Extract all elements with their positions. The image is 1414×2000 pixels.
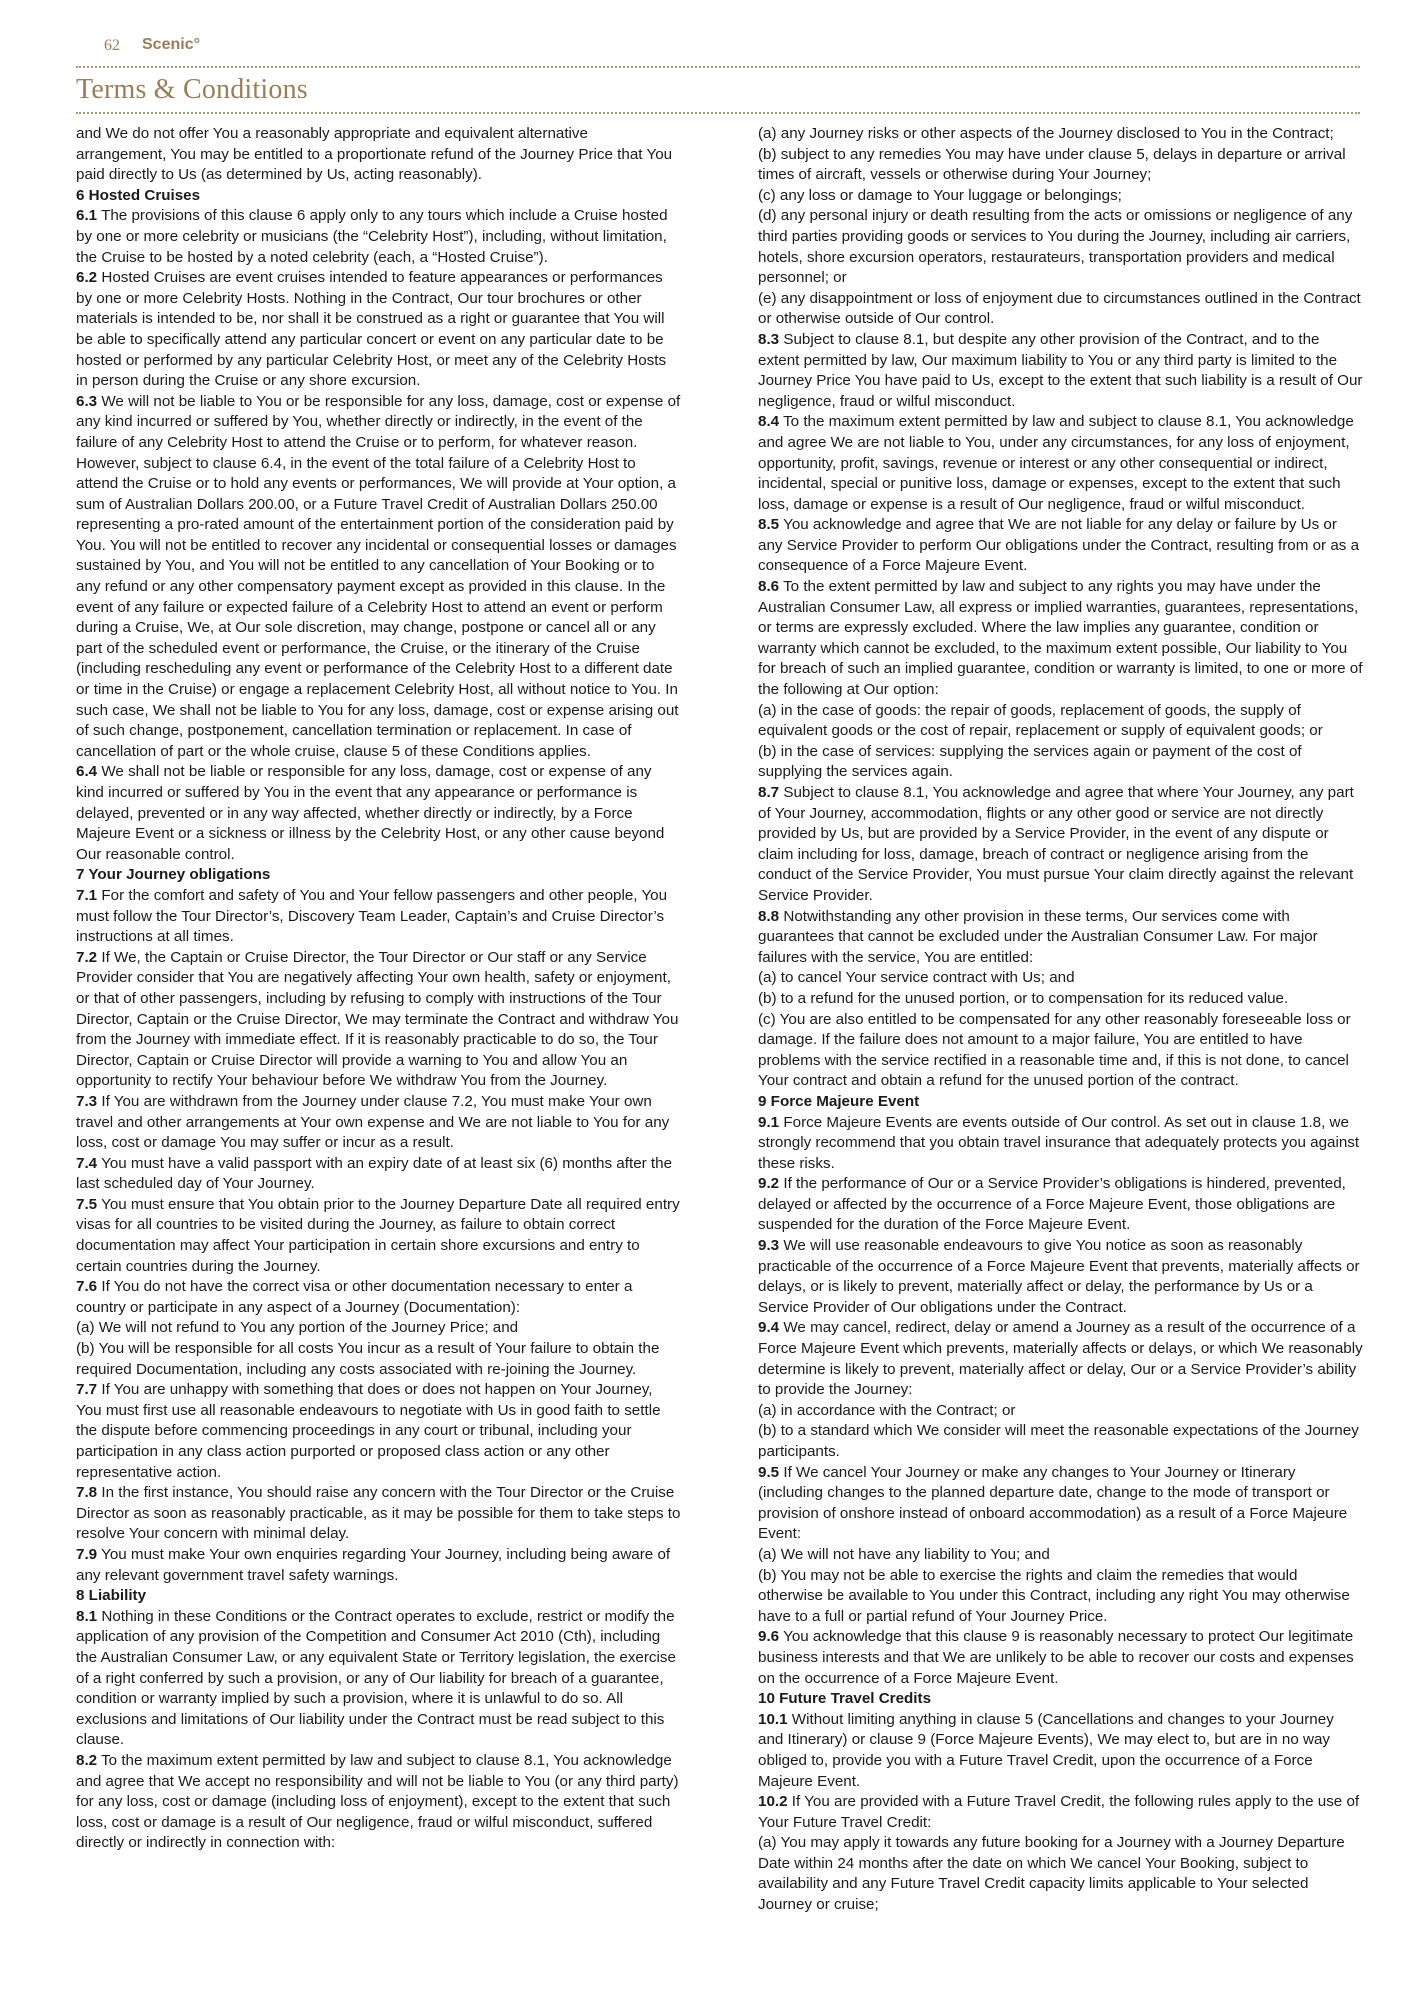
clause-paragraph xyxy=(758,1236,1363,1318)
clause-text: If You are provided with a Future Travel Credit, the following rules apply to the use of Your Future Travel Credit: xyxy=(758,1793,1360,1831)
clause-number: 8.8 xyxy=(758,907,780,925)
clause-text: Notwithstanding any other provision in these terms, Our services come with guarantees that cannot be excluded under the Australian Consumer Law. For major failures with the service, You are entitled: xyxy=(758,907,1318,966)
clause-text: For the comfort and safety of You and Your fellow passengers and other people, You must follow the Tour Director’s, Discovery Team Leader, Captain’s and Cruise Director’s instructions at all times. xyxy=(76,886,668,946)
section-heading: 7 Your Journey obligations xyxy=(76,866,271,884)
clause-number: 8.1 xyxy=(76,1607,98,1625)
clause-text: We shall not be liable or responsible for any loss, damage, cost or expense of any kind incurred or suffered by You in the event that any appearance or performance is delayed, prevented or in any way affected, whether directly or indirectly, by a Force Majeure Event or a sickness or illness by the Celebrity Host, or any other cause beyond Our reasonable control. xyxy=(76,763,665,863)
clause-number: 7.7 xyxy=(76,1381,98,1399)
clause-paragraph xyxy=(758,289,1363,330)
left-column xyxy=(76,124,681,1854)
clause-text: If We, the Captain or Cruise Director, the Tour Director or Our staff or any Service Provider consider that You are negatively affecting Your own health, safety or enjoyment, or that of other passengers, including by refusing to comply with instructions of the Tour Director, Captain or the Cruise Director, We may terminate the Contract and withdraw You from the Journey with immediate effect. If it is reasonably practicable to do so, the Tour Director, Captain or Cruise Director will provide a warning to You and allow You an opportunity to rectify Your behaviour before We withdraw You from the Journey. xyxy=(76,948,679,1090)
dotted-divider-title xyxy=(76,112,1360,114)
page-header xyxy=(76,34,1360,56)
clause-text: We will not be liable to You or be responsible for any loss, damage, cost or expense of any kind incurred or suffered by You, whether directly or indirectly, in the event of the failure of any Celebrity Host to attend the Cruise or to perform, for whatever reason. However, subject to clause 6.4, in the event of the total failure of a Celebrity Host to attend the Cruise or to hold any events or performances, We will provide at Your option, a sum of Australian Dollars 200.00, or a Future Travel Credit of Australian Dollars 250.00 representing a pro-rated amount of the entertainment portion of the consideration paid by You. You will not be entitled to recover any incidental or consequential losses or damages sustained by You, and You will not be entitled to any cancellation of Your Booking or to any refund or any other compensatory payment except as provided in this clause. In the event of any failure or expected failure of a Celebrity Host to attend an event or perform during a Cruise, We, at Our sole discretion, may change, postpone or cancel all or any part of the scheduled event or performance, the Cruise, or the itinerary of the Cruise (including rescheduling any event or performance of the Celebrity Host to a different date or time in the Cruise) or engage a replacement Celebrity Host, all without notice to You. In such case, We shall not be liable to You for any loss, damage, cost or expense arising out of such change, postponement, cancellation termination or replacement. In case of cancellation of part or the whole cruise, clause 5 of these Conditions applies. xyxy=(76,392,681,760)
clause-number: 7.5 xyxy=(76,1195,98,1213)
clause-number: 9.2 xyxy=(758,1175,780,1193)
clause-text: (b) to a standard which We consider will meet the reasonable expectations of the Journey participants. xyxy=(758,1422,1359,1460)
clause-number: 8.4 xyxy=(758,413,780,431)
clause-paragraph xyxy=(76,1751,681,1854)
brand-logo: Scenic° xyxy=(142,36,200,53)
clause-paragraph xyxy=(76,206,681,268)
clause-text: (a) any Journey risks or other aspects of the Journey disclosed to You in the Contract; xyxy=(758,125,1334,142)
clause-paragraph xyxy=(758,907,1363,969)
clause-text: (b) You may not be able to exercise the rights and claim the remedies that would otherwise be available to You under this Contract, including any right You may otherwise have to a full or partial refund of Your Journey Price. xyxy=(758,1566,1350,1625)
clause-text: Subject to clause 8.1, but despite any other provision of the Contract, and to the extent permitted by law, Our maximum liability to You or any third party is limited to the Journey Price You have paid to Us, except to the extent that such liability is a result of Our negligence, fraud or wilful misconduct. xyxy=(758,330,1363,410)
clause-number: 7.2 xyxy=(76,948,98,966)
clause-paragraph xyxy=(758,206,1363,288)
clause-number: 10.2 xyxy=(758,1793,788,1811)
clause-number: 8.6 xyxy=(758,578,780,596)
clause-number: 6.4 xyxy=(76,763,98,781)
clause-number: 9.3 xyxy=(758,1237,780,1255)
clause-paragraph xyxy=(758,1566,1363,1628)
section-heading: 9 Force Majeure Event xyxy=(758,1092,920,1110)
clause-text: (d) any personal injury or death resulting from the acts or omissions or negligence of any third parties providing goods or services to You during the Journey, including air carriers, hotels, shore excursion operators, restaurateurs, transportation providers and medical personnel; or xyxy=(758,207,1353,287)
section-heading: 10 Future Travel Credits xyxy=(758,1690,932,1708)
clause-text: If You are withdrawn from the Journey under clause 7.2, You must make Your own travel and other arrangements at Your own expense and We are not liable to You for any loss, cost or damage You may suffer or incur as a result. xyxy=(76,1092,670,1152)
clause-paragraph xyxy=(758,1792,1363,1833)
clause-paragraph xyxy=(76,1154,681,1195)
clause-paragraph xyxy=(758,1318,1363,1400)
clause-paragraph xyxy=(76,1483,681,1545)
clause-paragraph xyxy=(76,1092,681,1154)
section-heading: 8 Liability xyxy=(76,1587,147,1605)
clause-text: Force Majeure Events are events outside of Our control. As set out in clause 1.8, we strongly recommend that you obtain travel insurance that adequately protects you against these risks. xyxy=(758,1113,1360,1172)
clause-paragraph xyxy=(76,1380,681,1483)
clause-text: (b) subject to any remedies You may have under clause 5, delays in departure or arrival times of aircraft, vessels or otherwise during Your Journey; xyxy=(758,145,1346,184)
clause-number: 7.4 xyxy=(76,1154,98,1172)
clause-paragraph xyxy=(758,515,1363,577)
clause-text: We may cancel, redirect, delay or amend a Journey as a result of the occurrence of a Force Majeure Event which prevents, materially affects or delays, or which We reasonably determine is likely to prevent, materially affect or delay, Our or a Service Provider’s ability to provide the Journey: xyxy=(758,1319,1363,1399)
clause-paragraph xyxy=(758,1545,1363,1566)
clause-paragraph xyxy=(758,1010,1363,1092)
clause-text: (a) in accordance with the Contract; or xyxy=(758,1401,1016,1419)
clause-paragraph xyxy=(758,1113,1363,1175)
clause-text: We will use reasonable endeavours to give You notice as soon as reasonably practicable of the occurrence of a Force Majeure Event that prevents, materially affects or delays, or is likely to prevent, materially affect or delay, the performance by Us or a Service Provider of Our obligations under the Contract. xyxy=(758,1237,1360,1316)
page-number: 62 xyxy=(104,37,120,54)
clause-paragraph xyxy=(76,886,681,948)
clause-text: The provisions of this clause 6 apply only to any tours which include a Cruise hosted by one or more celebrity or musicians (the “Celebrity Host”), including, without limitation, the Cruise to be hosted by a noted celebrity (each, a “Hosted Cruise”). xyxy=(76,207,668,266)
clause-text: You acknowledge that this clause 9 is reasonably necessary to protect Our legitimate business interests and that We are unlikely to be able to recover our costs and expenses on the occurrence of a Force Majeure Event. xyxy=(758,1628,1354,1687)
clause-text: (b) to a refund for the unused portion, or to compensation for its reduced value. xyxy=(758,989,1289,1007)
clause-number: 9.4 xyxy=(758,1319,780,1337)
clause-text: Hosted Cruises are event cruises intended to feature appearances or performances by one or more Celebrity Hosts. Nothing in the Contract, Our tour brochures or other materials is intended to be, nor shall it be construed as a right or guarantee that You will be able to specifically attend any particular concert or event on any particular date to be hosted or performed by any particular Celebrity Host, or meet any of the Celebrity Hosts in person during the Cruise or any shore excursion. xyxy=(76,269,667,390)
clause-text: To the maximum extent permitted by law and subject to clause 8.1, You acknowledge and agree that We accept no responsibility and will not be liable to You (or any third party) for any loss, cost or damage (including loss of enjoyment), except to the extent that such loss, cost or damage is a result of Our negligence, fraud or wilful misconduct, suffered directly or indirectly in connection with: xyxy=(76,1751,679,1852)
clause-number: 7.6 xyxy=(76,1278,98,1296)
clause-text: (a) You may apply it towards any future booking for a Journey with a Journey Departure Date within 24 months after the date on which We cancel Your Booking, subject to availability and any Future Travel Credit capacity limits applicable to Your selected Journey or cruise; xyxy=(758,1834,1345,1914)
clause-paragraph xyxy=(758,1463,1363,1545)
clause-paragraph xyxy=(76,268,681,392)
clause-text: Subject to clause 8.1, You acknowledge and agree that where Your Journey, any part of Your Journey, accommodation, flights or any other good or service are not directly provided by Us, but are provided by a Service Provider, in the event of any dispute or claim including for loss, damage, breach of contract or negligence arising from the conduct of the Service Provider, You must pursue Your claim directly against the relevant Service Provider. xyxy=(758,784,1354,904)
clause-number: 6.3 xyxy=(76,392,98,410)
clause-text: If You are unhappy with something that does or does not happen on Your Journey, You must first use all reasonable endeavours to negotiate with Us in good faith to settle the dispute before commencing proceedings in any court or tribunal, including your participation in any class action purported or proposed class action or any other representative action. xyxy=(76,1381,661,1481)
clause-text: and We do not offer You a reasonably appropriate and equivalent alternative arrangement, You may be entitled to a proportionate refund of the Journey Price that You paid directly to Us (as determined by Us, acting reasonably). xyxy=(76,125,673,184)
clause-number: 8.5 xyxy=(758,516,780,534)
clause-paragraph xyxy=(758,1174,1363,1236)
section-heading: 6 Hosted Cruises xyxy=(76,186,201,204)
clause-text: (c) You are also entitled to be compensated for any other reasonably foreseeable loss or damage. If the failure does not amount to a major failure, You are entitled to have problems with the service rectified in a reasonable time and, if this is not done, to cancel Your contract and obtain a refund for the unused portion of the contract. xyxy=(758,1010,1351,1090)
clause-paragraph xyxy=(758,989,1363,1010)
clause-paragraph xyxy=(76,1318,681,1339)
clause-paragraph xyxy=(758,783,1363,907)
clause-text: (b) in the case of services: supplying the services again or payment of the cost of supplying the services again. xyxy=(758,742,1302,781)
clause-paragraph xyxy=(758,186,1363,207)
page-title: Terms & Conditions xyxy=(76,74,308,105)
clause-paragraph xyxy=(76,1607,681,1751)
clause-paragraph xyxy=(758,1833,1363,1915)
clause-text: In the first instance, You should raise any concern with the Tour Director or the Cruise Director as soon as reasonably practicable, as it may be possible for them to take steps to resolve Your concern with minimal delay. xyxy=(76,1484,681,1543)
clause-paragraph xyxy=(76,392,681,763)
clause-paragraph xyxy=(758,1421,1363,1462)
clause-paragraph xyxy=(76,948,681,1092)
clause-text: You must make Your own enquiries regarding Your Journey, including being aware of any relevant government travel safety warnings. xyxy=(76,1545,671,1584)
clause-text: You must ensure that You obtain prior to the Journey Departure Date all required entry visas for all countries to be visited during the Journey, as failure to obtain correct documentation may affect Your participation in certain shore excursions and entry to certain countries during the Journey. xyxy=(76,1195,680,1275)
clause-text: (c) any loss or damage to Your luggage or belongings; xyxy=(758,186,1122,204)
clause-paragraph xyxy=(76,762,681,865)
clause-text: (a) in the case of goods: the repair of goods, replacement of goods, the supply of equivalent goods or the cost of repair, replacement or supply of equivalent goods; or xyxy=(758,701,1323,740)
clause-paragraph xyxy=(76,1339,681,1380)
clause-text: You acknowledge and agree that We are not liable for any delay or failure by Us or any Service Provider to perform Our obligations under the Contract, resulting from or as a consequence of a Force Majeure Event. xyxy=(758,516,1360,575)
dotted-divider-top xyxy=(76,66,1360,68)
clause-number: 9.6 xyxy=(758,1628,780,1646)
clause-text: Without limiting anything in clause 5 (Cancellations and changes to your Journey and Itinerary) or clause 9 (Force Majeure Events), We may elect to, but are in no way obliged to, provide you with a Future Travel Credit, upon the occurrence of a Force Majeure Event. xyxy=(758,1710,1334,1790)
clause-number: 7.1 xyxy=(76,886,98,904)
clause-number: 8.2 xyxy=(76,1751,98,1769)
clause-paragraph xyxy=(758,577,1363,701)
clause-number: 7.8 xyxy=(76,1484,98,1502)
clause-text: (e) any disappointment or loss of enjoyment due to circumstances outlined in the Contract or otherwise outside of Our control. xyxy=(758,289,1361,328)
clause-paragraph xyxy=(758,124,1363,145)
clause-number: 10.1 xyxy=(758,1710,788,1728)
right-column xyxy=(758,124,1363,1916)
clause-paragraph xyxy=(76,124,681,186)
clause-number: 6.1 xyxy=(76,207,98,225)
clause-number: 8.3 xyxy=(758,330,780,348)
clause-text: (a) We will not have any liability to You; and xyxy=(758,1545,1050,1563)
clause-text: To the extent permitted by law and subject to any rights you may have under the Australian Consumer Law, all express or implied warranties, guarantees, representations, or terms are expressly excluded. Where the law implies any guarantee, condition or warranty which cannot be excluded, to the maximum extent possible, Our liability to You for breach of such an implied guarantee, condition or warranty is limited, to one or more of the following at Our option: xyxy=(758,578,1363,699)
clause-paragraph xyxy=(758,145,1363,186)
clause-paragraph xyxy=(758,330,1363,412)
clause-paragraph xyxy=(76,1195,681,1277)
clause-text: If You do not have the correct visa or other documentation necessary to enter a country or participate in any aspect of a Journey (Documentation): xyxy=(76,1278,633,1316)
clause-paragraph xyxy=(758,1627,1363,1689)
clause-paragraph xyxy=(758,968,1363,989)
clause-text: (a) We will not refund to You any portion of the Journey Price; and xyxy=(76,1319,519,1337)
clause-paragraph xyxy=(76,1545,681,1586)
clause-paragraph xyxy=(758,701,1363,742)
clause-text: (a) to cancel Your service contract with Us; and xyxy=(758,969,1075,987)
clause-number: 9.1 xyxy=(758,1113,780,1131)
clause-paragraph xyxy=(758,1710,1363,1792)
clause-paragraph xyxy=(758,742,1363,783)
clause-text: To the maximum extent permitted by law and subject to clause 8.1, You acknowledge and agree We are not liable to You, under any circumstances, for any loss of enjoyment, opportunity, profit, savings, revenue or interest or any other consequential or indirect, incidental, special or punitive loss, damage or expenses, except to the extent that such loss, damage or expense is a result of Our negligence, fraud or wilful misconduct. xyxy=(758,413,1354,513)
clause-number: 9.5 xyxy=(758,1463,780,1481)
clause-paragraph xyxy=(758,1401,1363,1422)
clause-number: 7.3 xyxy=(76,1092,98,1110)
clause-text: If the performance of Our or a Service Provider’s obligations is hindered, prevented, delayed or affected by the occurrence of a Force Majeure Event, those obligations are suspended for the duration of the Force Majeure Event. xyxy=(758,1175,1346,1234)
clause-text: (b) You will be responsible for all costs You incur as a result of Your failure to obtain the required Documentation, including any costs associated with re-joining the Journey. xyxy=(76,1340,660,1378)
clause-number: 8.7 xyxy=(758,784,780,801)
clause-number: 7.9 xyxy=(76,1545,98,1563)
clause-text: If We cancel Your Journey or make any changes to Your Journey or Itinerary (including changes to the planned departure date, change to the mode of transport or provision of onshore instead of onboard accommodation) as a result of a Force Majeure Event: xyxy=(758,1463,1348,1543)
clause-number: 6.2 xyxy=(76,269,98,287)
clause-text: Nothing in these Conditions or the Contract operates to exclude, restrict or modify the application of any provision of the Competition and Consumer Act 2010 (Cth), including the Australian Consumer Law, or any equivalent State or Territory legislation, the exercise of a right conferred by such a provision, or any of Our liability for breach of a guarantee, condition or warranty implied by such a provision, where it is unlawful to do so. All exclusions and limitations of Our liability under the Contract must be read subject to this clause. xyxy=(76,1607,676,1749)
clause-paragraph xyxy=(76,1277,681,1318)
clause-paragraph xyxy=(758,412,1363,515)
clause-text: You must have a valid passport with an expiry date of at least six (6) months after the last scheduled day of Your Journey. xyxy=(76,1154,673,1193)
